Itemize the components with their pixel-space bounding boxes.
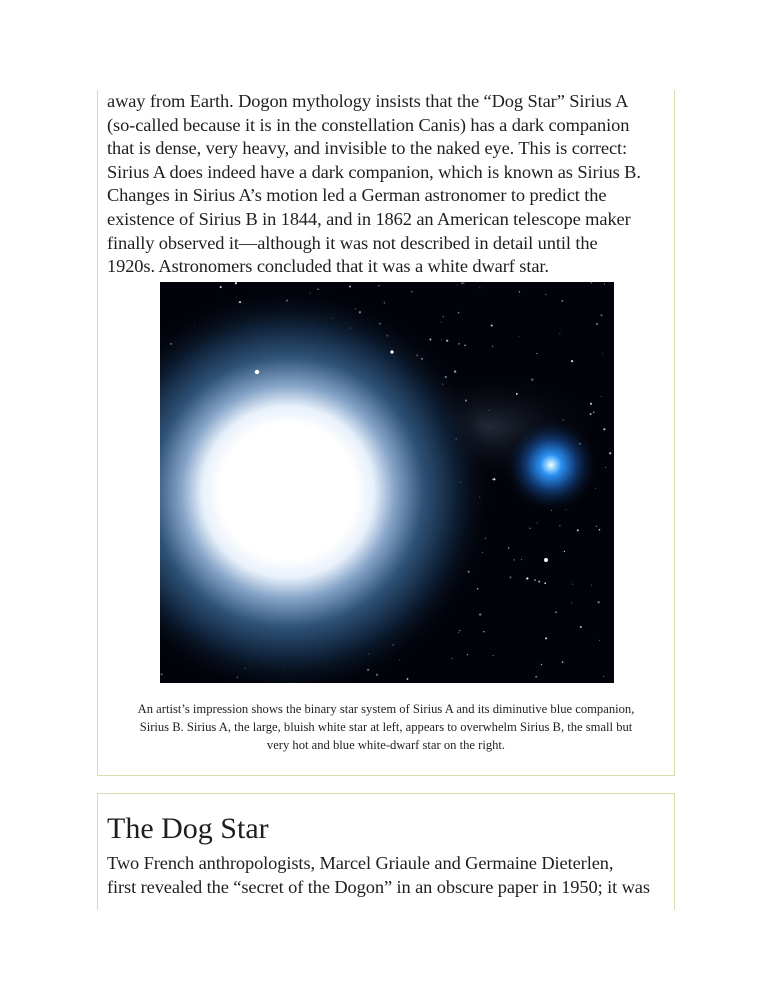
background-star bbox=[593, 412, 595, 414]
paragraph-line: (so-called because it is in the constellation Canis) has a dark companion bbox=[107, 114, 630, 135]
caption-line: Sirius B. Sirius A, the large, bluish white star at left, appears to overwhelm Sirius B, the small but bbox=[139, 720, 633, 734]
background-star bbox=[559, 333, 560, 334]
background-star bbox=[602, 353, 603, 354]
background-star bbox=[529, 527, 531, 529]
background-star bbox=[407, 678, 409, 680]
section-box bbox=[97, 793, 675, 910]
background-star bbox=[411, 291, 412, 292]
background-star bbox=[591, 282, 592, 283]
background-star bbox=[590, 403, 592, 405]
background-star bbox=[564, 551, 565, 552]
background-star bbox=[516, 393, 518, 395]
background-star bbox=[580, 626, 582, 628]
background-star bbox=[493, 655, 494, 656]
background-star bbox=[479, 287, 480, 288]
article-text-box bbox=[97, 90, 675, 776]
background-star bbox=[161, 674, 163, 676]
background-star bbox=[464, 344, 466, 346]
section-paragraph bbox=[107, 852, 663, 899]
background-star bbox=[545, 294, 546, 295]
background-star bbox=[461, 282, 463, 284]
background-star bbox=[534, 579, 536, 581]
background-star bbox=[571, 360, 573, 362]
background-star bbox=[535, 676, 537, 678]
background-star bbox=[378, 285, 379, 286]
background-star bbox=[508, 547, 510, 549]
section-heading: The Dog Star bbox=[107, 812, 269, 845]
background-star bbox=[571, 603, 572, 604]
background-star bbox=[559, 525, 560, 526]
background-star bbox=[604, 284, 605, 285]
paragraph-line: that is dense, very heavy, and invisible to the naked eye. This is correct: bbox=[107, 138, 628, 159]
caption-line: very hot and blue white-dwarf star on the right. bbox=[266, 738, 506, 752]
paragraph-line: Changes in Sirius A’s motion led a German astronomer to predict the bbox=[107, 185, 607, 206]
background-star bbox=[458, 343, 460, 345]
figure-caption bbox=[98, 700, 674, 754]
paragraph-line: away from Earth. Dogon mythology insists that the “Dog Star” Sirius A bbox=[107, 91, 629, 111]
bright-star bbox=[544, 558, 548, 562]
background-star bbox=[384, 302, 385, 303]
background-star bbox=[526, 577, 528, 579]
background-star bbox=[603, 676, 604, 677]
background-star bbox=[609, 452, 611, 454]
background-star bbox=[596, 323, 598, 325]
paragraph-line: existence of Sirius B in 1844, and in 1862 an American telescope maker bbox=[107, 208, 631, 229]
background-star bbox=[235, 282, 237, 284]
article-paragraph bbox=[107, 90, 663, 279]
background-star bbox=[493, 478, 495, 480]
background-star bbox=[605, 467, 606, 468]
paragraph-line: Sirius A does indeed have a dark companion, which is known as Sirius B. bbox=[107, 161, 641, 182]
background-star bbox=[531, 378, 533, 380]
background-star bbox=[489, 410, 490, 411]
background-star bbox=[536, 353, 537, 354]
background-star bbox=[555, 611, 556, 612]
background-star bbox=[220, 286, 222, 288]
paragraph-line: 1920s. Astronomers concluded that it was a white dwarf star. bbox=[107, 256, 549, 277]
background-star bbox=[459, 630, 460, 631]
paragraph-line: first revealed the “secret of the Dogon” in an obscure paper in 1950; it was bbox=[107, 876, 650, 897]
background-star bbox=[591, 585, 592, 586]
background-star bbox=[514, 559, 515, 560]
background-star bbox=[590, 413, 592, 415]
background-star bbox=[596, 526, 597, 527]
background-star bbox=[349, 286, 351, 288]
bright-star bbox=[390, 350, 393, 353]
background-star bbox=[572, 584, 573, 585]
sirius-b-star bbox=[503, 417, 599, 513]
background-star bbox=[457, 285, 458, 286]
caption-line: An artist’s impression shows the binary star system of Sirius A and its diminutive blue companion, bbox=[137, 702, 635, 716]
paragraph-line: Two French anthropologists, Marcel Griaule and Germaine Dieterlen, bbox=[107, 853, 614, 873]
background-star bbox=[562, 661, 563, 662]
background-star bbox=[479, 613, 481, 615]
background-star bbox=[600, 314, 602, 316]
background-star bbox=[599, 529, 601, 531]
background-star bbox=[561, 300, 563, 302]
background-star bbox=[458, 312, 460, 314]
background-star bbox=[446, 340, 448, 342]
background-star bbox=[541, 664, 542, 665]
background-star bbox=[477, 588, 479, 590]
background-star bbox=[519, 291, 521, 293]
background-star bbox=[492, 346, 493, 347]
background-star bbox=[463, 283, 464, 284]
background-star bbox=[603, 428, 605, 430]
background-star bbox=[518, 336, 519, 337]
sirius-binary-star-image bbox=[160, 282, 614, 683]
background-star bbox=[467, 654, 468, 655]
background-star bbox=[544, 582, 546, 584]
background-star bbox=[597, 601, 599, 603]
background-star bbox=[601, 396, 602, 397]
bright-star bbox=[255, 370, 259, 374]
background-star bbox=[595, 488, 596, 489]
background-star bbox=[545, 637, 547, 639]
background-star bbox=[537, 522, 538, 523]
background-star bbox=[441, 321, 442, 322]
background-star bbox=[483, 631, 484, 632]
background-star bbox=[538, 581, 540, 583]
starfield-illustration bbox=[160, 282, 614, 683]
background-star bbox=[577, 529, 579, 531]
paragraph-line: finally observed it—although it was not described in detail until the bbox=[107, 232, 598, 253]
background-star bbox=[452, 658, 453, 659]
background-star bbox=[599, 640, 600, 641]
background-star bbox=[510, 576, 512, 578]
background-star bbox=[443, 316, 444, 317]
background-star bbox=[429, 339, 431, 341]
background-star bbox=[458, 632, 459, 633]
background-star bbox=[441, 339, 442, 340]
background-star bbox=[521, 559, 522, 560]
background-star bbox=[491, 324, 493, 326]
